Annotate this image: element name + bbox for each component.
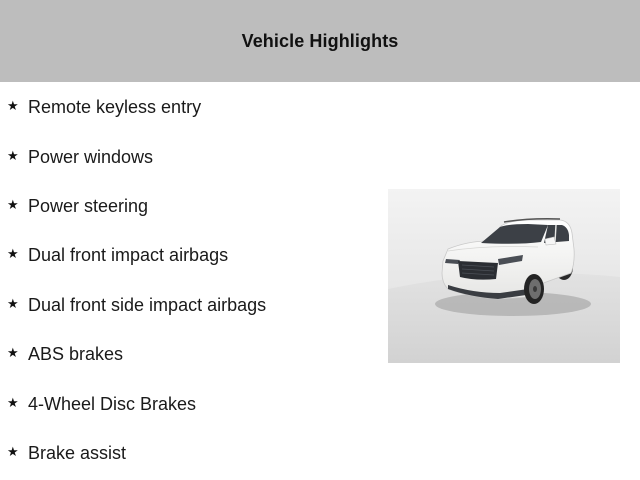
feature-label: Power steering bbox=[28, 196, 149, 216]
star-icon: ★ bbox=[7, 98, 19, 113]
feature-label: Dual front impact airbags bbox=[28, 245, 229, 265]
star-icon: ★ bbox=[7, 296, 19, 311]
feature-label: 4-Wheel Disc Brakes bbox=[28, 394, 197, 414]
page-title: Vehicle Highlights bbox=[241, 30, 399, 51]
star-icon: ★ bbox=[7, 197, 19, 212]
star-icon: ★ bbox=[7, 395, 19, 410]
header-bar bbox=[0, 0, 640, 82]
star-icon: ★ bbox=[7, 345, 19, 360]
star-icon: ★ bbox=[7, 148, 19, 163]
star-icon: ★ bbox=[7, 444, 19, 459]
feature-label: Dual front side impact airbags bbox=[28, 295, 267, 315]
feature-label: ABS brakes bbox=[28, 344, 124, 364]
star-icon: ★ bbox=[7, 246, 19, 261]
feature-label: Remote keyless entry bbox=[28, 97, 202, 117]
feature-label: Brake assist bbox=[28, 443, 127, 463]
vehicle-photo bbox=[388, 189, 620, 363]
feature-label: Power windows bbox=[28, 147, 154, 167]
vehicle-illustration bbox=[388, 189, 620, 363]
